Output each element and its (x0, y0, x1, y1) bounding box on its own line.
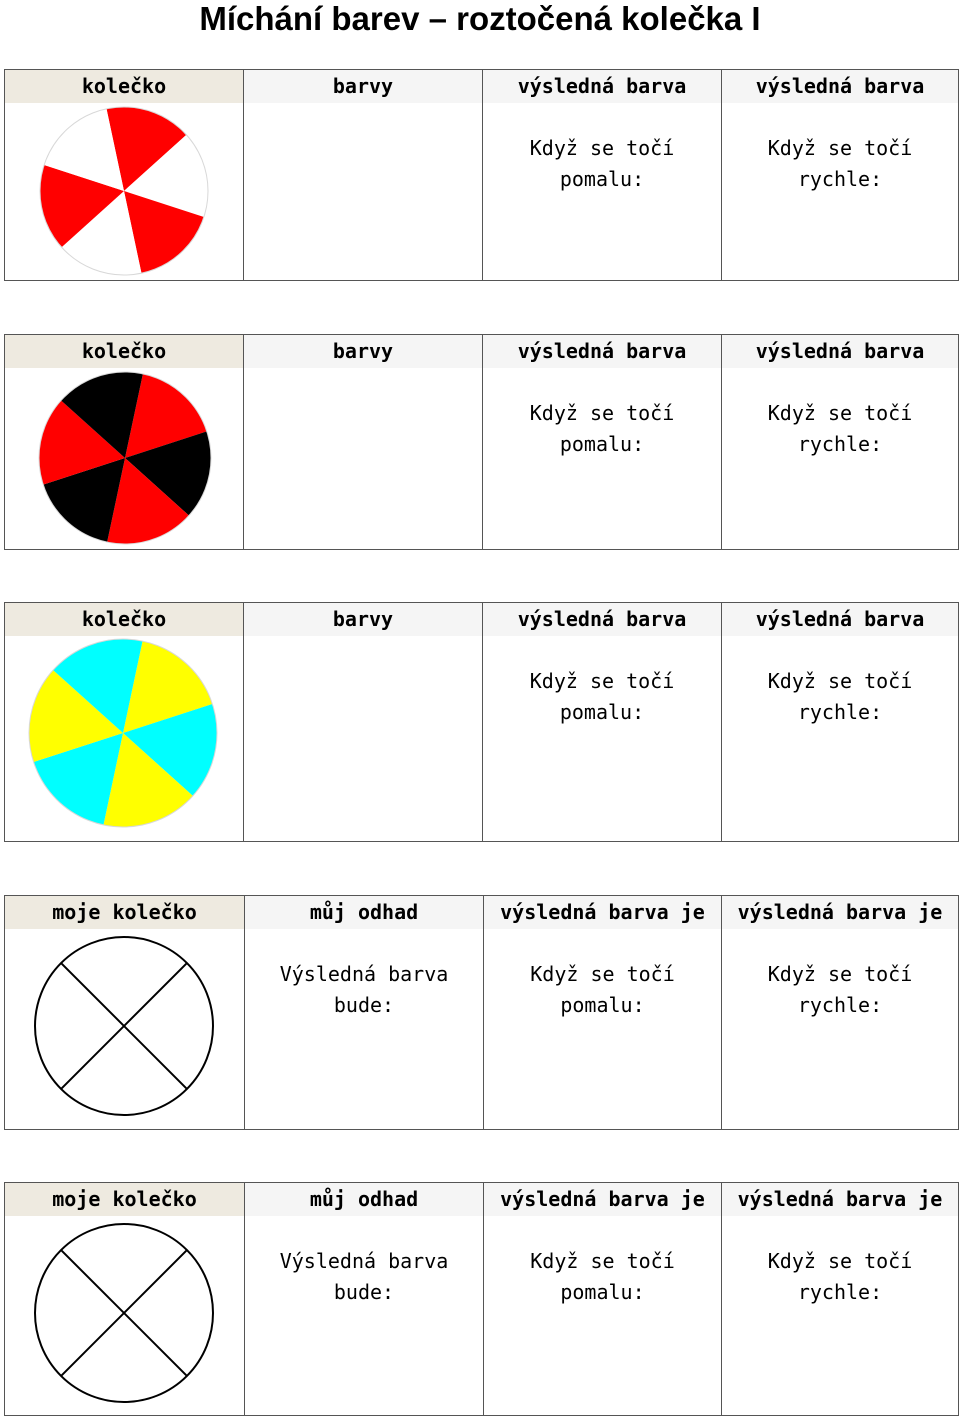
wheel-svg (32, 934, 216, 1118)
column-header-result-fast: výsledná barva (722, 603, 958, 636)
slow-spin-label (484, 1246, 721, 1308)
fast-line-2: rychle: (797, 167, 883, 191)
fast-line-2: rychle: (797, 432, 883, 456)
colors-column (244, 70, 483, 280)
fast-result-column (722, 335, 958, 549)
colors-column (244, 603, 483, 841)
wheel-svg (35, 370, 215, 546)
slow-line-1: Když se točí (529, 401, 675, 425)
column-header-result-fast: výsledná barva je (722, 1183, 958, 1216)
column-header-colors: barvy (244, 335, 482, 368)
column-header-guess: můj odhad (245, 896, 483, 929)
wheel-column (5, 896, 245, 1129)
fast-spin-label (722, 666, 958, 728)
wheel-column (5, 1183, 245, 1415)
column-header-wheel: moje kolečko (5, 1183, 244, 1216)
guess-line-1: Výsledná barva (279, 962, 449, 986)
slow-spin-label (483, 666, 721, 728)
column-header-wheel: kolečko (5, 335, 243, 368)
fast-line-1: Když se točí (767, 1249, 913, 1273)
column-header-result-fast: výsledná barva (722, 70, 958, 103)
worksheet-table-4 (4, 895, 959, 1130)
column-header-guess: můj odhad (245, 1183, 483, 1216)
blank-wheel (32, 934, 216, 1118)
color-wheel (27, 636, 219, 830)
slow-spin-label (483, 398, 721, 460)
wheel-svg (38, 105, 210, 277)
blank-wheel (32, 1221, 216, 1405)
fast-spin-label (722, 398, 958, 460)
column-header-colors: barvy (244, 70, 482, 103)
column-header-result-slow: výsledná barva (483, 603, 721, 636)
column-header-result-slow: výsledná barva (483, 335, 721, 368)
wheel-column (5, 70, 244, 280)
wheel-column (5, 603, 244, 841)
guess-line-2: bude: (333, 993, 395, 1017)
slow-line-2: pomalu: (560, 993, 645, 1017)
column-header-result-fast: výsledná barva (722, 335, 958, 368)
fast-line-1: Když se točí (767, 401, 913, 425)
column-header-result-slow: výsledná barva je (484, 896, 721, 929)
worksheet-table-1 (4, 69, 959, 281)
slow-spin-label (484, 959, 721, 1021)
slow-line-2: pomalu: (559, 167, 645, 191)
slow-result-column (483, 603, 722, 841)
fast-line-1: Když se točí (767, 136, 913, 160)
guess-column (245, 1183, 484, 1415)
slow-result-column (483, 335, 722, 549)
fast-line-1: Když se točí (767, 669, 913, 693)
fast-line-2: rychle: (797, 700, 883, 724)
column-header-colors: barvy (244, 603, 482, 636)
fast-result-column (722, 603, 958, 841)
guess-line-2: bude: (333, 1280, 395, 1304)
slow-line-1: Když se točí (530, 1249, 675, 1273)
slow-spin-label (483, 133, 721, 195)
column-header-result-slow: výsledná barva (483, 70, 721, 103)
page-title: Míchání barev – roztočená kolečka I (199, 0, 761, 37)
worksheet-table-3 (4, 602, 959, 842)
fast-line-2: rychle: (797, 1280, 883, 1304)
column-header-result-slow: výsledná barva je (484, 1183, 721, 1216)
fast-line-2: rychle: (797, 993, 883, 1017)
fast-result-column (722, 896, 958, 1129)
slow-line-1: Když se točí (529, 136, 675, 160)
column-header-result-fast: výsledná barva je (722, 896, 958, 929)
guess-label (245, 959, 483, 1021)
wheel-svg (27, 636, 219, 830)
fast-result-column (722, 70, 958, 280)
wheel-svg (32, 1221, 216, 1405)
guess-label (245, 1246, 483, 1308)
fast-spin-label (722, 959, 958, 1021)
slow-line-1: Když se točí (529, 669, 675, 693)
fast-result-column (722, 1183, 958, 1415)
slow-line-2: pomalu: (559, 700, 645, 724)
colors-column (244, 335, 483, 549)
fast-spin-label (722, 133, 958, 195)
fast-spin-label (722, 1246, 958, 1308)
slow-line-2: pomalu: (559, 432, 645, 456)
slow-result-column (484, 896, 722, 1129)
slow-line-1: Když se točí (530, 962, 675, 986)
worksheet-table-5 (4, 1182, 959, 1416)
guess-line-1: Výsledná barva (279, 1249, 449, 1273)
guess-column (245, 896, 484, 1129)
slow-line-2: pomalu: (560, 1280, 645, 1304)
slow-result-column (483, 70, 722, 280)
slow-result-column (484, 1183, 722, 1415)
worksheet-table-2 (4, 334, 959, 550)
fast-line-1: Když se točí (767, 962, 913, 986)
wheel-column (5, 335, 244, 549)
column-header-wheel: kolečko (5, 70, 243, 103)
column-header-wheel: kolečko (5, 603, 243, 636)
color-wheel (35, 370, 215, 546)
color-wheel (38, 105, 210, 277)
column-header-wheel: moje kolečko (5, 896, 244, 929)
